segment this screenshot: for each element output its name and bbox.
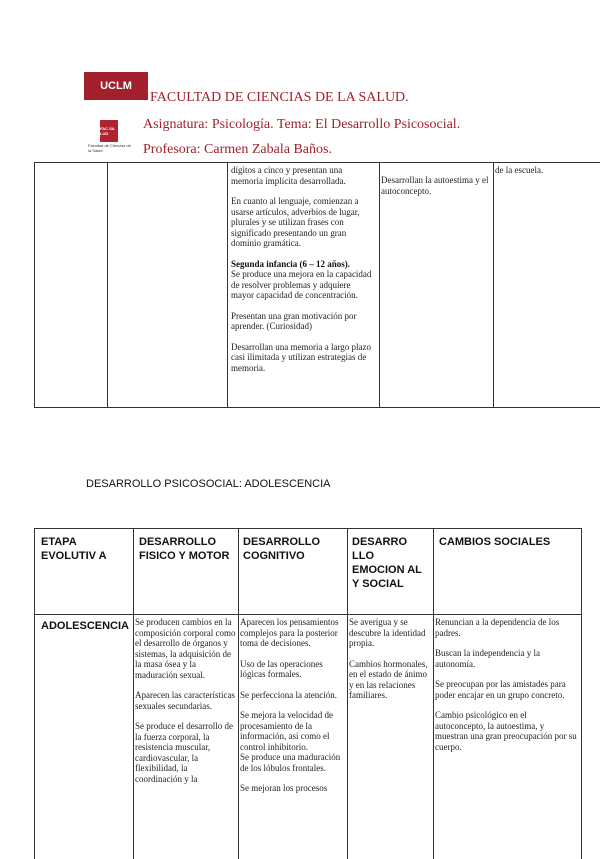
cell-paragraph: Buscan la independencia y la autonomía.: [435, 648, 540, 669]
header-physical: DESARROLLO FISICO Y MOTOR: [139, 536, 230, 562]
column-divider: [107, 163, 108, 407]
emotional-cell: [349, 617, 433, 711]
cell-paragraph: Se produce el desarrollo de la fuerza corporal, la resistencia muscular, cardiovascular, la flexibilidad, la coordinación y la: [135, 721, 233, 784]
professor-line: Profesora: Carmen Zabala Baños.: [143, 142, 332, 157]
cell-paragraph: Se preocupan por las amistades para poder encajar en un grupo concreto.: [435, 679, 566, 700]
cognitive-cell: [231, 165, 373, 383]
header-stage: ETAPA EVOLUTIV A: [41, 536, 107, 562]
social-cell: de la escuela.: [495, 165, 544, 175]
cell-paragraph: Cambios hormonales, en el estado de ánimo y en las relaciones familiares.: [349, 658, 428, 700]
stage-label: ADOLESCENCIA: [41, 620, 130, 632]
cell-paragraph: Desarrollan una memoria a largo plazo casi ilimitada y utilizan estrategias de memoria.: [231, 341, 372, 373]
cell-paragraph: Renuncian a la dependencia de los padres.: [435, 617, 560, 638]
cell-paragraph: Se produce una maduración de los lóbulos frontales.: [240, 752, 341, 773]
social-cell: [435, 617, 577, 762]
header-social: CAMBIOS SOCIALES: [439, 536, 551, 548]
column-divider: [238, 529, 239, 859]
uclm-logo-text: UCLM: [100, 79, 132, 92]
column-divider: [227, 163, 228, 407]
faculty-logo-text: FAC SA LUD: [100, 126, 115, 136]
column-divider: [433, 529, 434, 859]
cell-paragraph: Aparecen las características sexuales secundarias.: [135, 690, 235, 711]
column-divider: [133, 529, 134, 859]
cell-paragraph: Se produce una mejora en la capacidad de resolver problemas y adquiere mayor capacidad de concentración.: [231, 269, 372, 300]
continuation-table: [34, 162, 600, 408]
cell-paragraph: Cambio psicológico en el autoconcepto, la autoestima, y muestran una gran preocupación por su cuerpo.: [435, 710, 577, 752]
column-divider: [379, 163, 380, 407]
adolescence-table: [34, 528, 582, 859]
section-title: DESARROLLO PSICOSOCIAL: ADOLESCENCIA: [86, 478, 331, 490]
column-divider: [347, 529, 348, 859]
cell-paragraph: Se mejora la velocidad de procesamiento de la información, así como el control inhibitorio.: [240, 710, 333, 752]
cell-paragraph: Se perfecciona la atención.: [240, 689, 337, 700]
header-divider: [35, 614, 581, 615]
physical-cell: [135, 617, 236, 794]
subject-line: Asignatura: Psicología. Tema: El Desarrollo Psicosocial.: [143, 117, 461, 132]
faculty-title: FACULTAD DE CIENCIAS DE LA SALUD.: [150, 90, 409, 105]
column-divider: [493, 163, 494, 407]
cell-paragraph: dígitos a cinco y presentan una memoria implícita desarrollada.: [231, 165, 346, 186]
emotional-cell: Desarrollan la autoestima y el autoconcepto.: [381, 175, 489, 196]
cell-paragraph: Se averigua y se descubre la identidad propia.: [349, 617, 426, 648]
faculty-logo: [100, 120, 118, 142]
faculty-logo-caption: Facultad de Ciencias de la Salud: [88, 143, 131, 153]
stage-subheading: Segunda infancia (6 – 12 años).: [231, 258, 351, 269]
cell-paragraph: Presentan una gran motivación por aprender. (Curiosidad): [231, 310, 357, 331]
cell-paragraph: Aparecen los pensamientos complejos para la posterior toma de decisiones.: [240, 617, 339, 648]
header-cognitive: DESARROLLO COGNITIVO: [243, 536, 320, 562]
uclm-logo: [84, 72, 148, 100]
cell-paragraph: En cuanto al lenguaje, comienzan a usarse artículos, adverbios de lugar, plurales y se utilizan frases con significado presentando un gran dominio gramática.: [231, 196, 360, 248]
header-emotional: DESARRO LLO EMOCION AL Y SOCIAL: [352, 536, 422, 590]
cell-paragraph: Uso de las operaciones lógicas formales.: [240, 658, 323, 679]
cognitive-cell: [240, 617, 344, 804]
cell-paragraph: Se producen cambios en la composición corporal como el desarrollo de órganos y sistemas, la adquisición de la masa ósea y la maduración sexual.: [135, 617, 236, 680]
cell-paragraph: Se mejoran los procesos: [240, 783, 328, 793]
